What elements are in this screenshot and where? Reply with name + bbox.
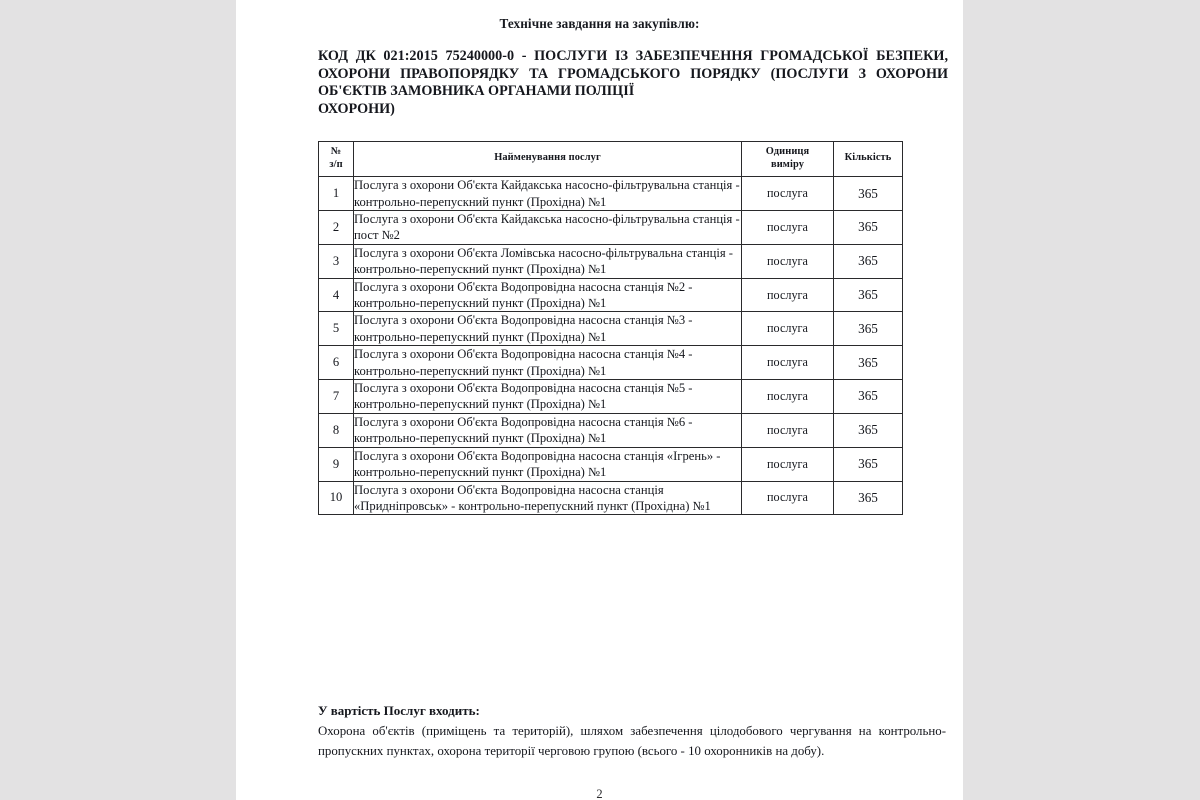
row-service-name: Послуга з охорони Об'єкта Водопровідна насосна станція «Ігрень» - контрольно-перепускний пункт (Прохідна) №1 bbox=[354, 447, 742, 481]
row-service-name: Послуга з охорони Об'єкта Водопровідна насосна станція №3 - контрольно-перепускний пункт (Прохідна) №1 bbox=[354, 312, 742, 346]
column-header-quantity: Кількість bbox=[834, 142, 903, 177]
row-quantity: 365 bbox=[834, 244, 903, 278]
row-unit: послуга bbox=[742, 177, 834, 211]
row-service-name: Послуга з охорони Об'єкта Водопровідна насосна станція №6 - контрольно-перепускний пункт (Прохідна) №1 bbox=[354, 413, 742, 447]
column-header-service-name: Найменування послуг bbox=[354, 142, 742, 177]
row-number: 3 bbox=[319, 244, 354, 278]
row-quantity: 365 bbox=[834, 346, 903, 380]
page-title: Технічне завдання на закупівлю: bbox=[499, 16, 700, 31]
row-service-name: Послуга з охорони Об'єкта Кайдакська насосно-фільтрувальна станція - пост №2 bbox=[354, 212, 740, 243]
column-header-number-line1: № bbox=[330, 146, 342, 157]
included-section-title: У вартість Послуг входить: bbox=[318, 703, 480, 718]
row-unit: послуга bbox=[742, 312, 834, 346]
column-header-number bbox=[319, 142, 354, 177]
services-table bbox=[318, 141, 903, 515]
included-section-body: Охорона об'єктів (приміщень та територій), шляхом забезпечення цілодобового чергування на контрольно-пропускних пунктах, охорона території черговою групою (всього - 10 охоронників на добу). bbox=[318, 724, 946, 758]
row-service-name: Послуга з охорони Об'єкта Водопровідна насосна станція №4 - контрольно-перепускний пункт (Прохідна) №1 bbox=[354, 346, 742, 380]
column-header-unit-line2: виміру bbox=[771, 158, 804, 170]
row-quantity: 365 bbox=[834, 211, 903, 245]
row-number: 4 bbox=[319, 278, 354, 312]
table-row bbox=[319, 312, 903, 346]
document-body bbox=[236, 0, 963, 800]
code-heading-line-4: ОХОРОНИ) bbox=[318, 100, 395, 117]
table-row bbox=[319, 413, 903, 447]
row-number: 10 bbox=[319, 481, 354, 515]
code-heading-line-2: БЕЗПЕКИ, ОХОРОНИ ПРАВОПОРЯДКУ ТА ГРОМАДСЬКОГО ПОРЯДКУ bbox=[318, 48, 949, 82]
column-header-unit-line1: Одиниця bbox=[765, 146, 810, 157]
row-number: 6 bbox=[319, 346, 354, 380]
code-heading-line-3: (ПОСЛУГИ З ОХОРОНИ ОБ'ЄКТІВ ЗАМОВНИКА ОРГАНАМИ ПОЛІЦІЇ bbox=[318, 65, 949, 99]
row-unit: послуга bbox=[742, 346, 834, 380]
column-header-number-line2: з/п bbox=[329, 158, 343, 170]
row-quantity: 365 bbox=[834, 177, 903, 211]
row-quantity: 365 bbox=[834, 481, 903, 515]
procurement-code-heading bbox=[318, 48, 948, 118]
table-header bbox=[319, 142, 903, 177]
table-body bbox=[319, 177, 903, 515]
page-number: 2 bbox=[596, 787, 603, 800]
row-service-name: Послуга з охорони Об'єкта Водопровідна насосна станція №5 - контрольно-перепускний пункт (Прохідна) №1 bbox=[354, 380, 742, 414]
row-service-name: Послуга з охорони Об'єкта Кайдакська насосно-фільтрувальна станція - контрольно-перепускний пункт (Прохідна) №1 bbox=[354, 178, 740, 209]
table-row bbox=[319, 211, 903, 245]
row-number: 2 bbox=[319, 211, 354, 245]
table-header-row bbox=[319, 142, 903, 177]
code-heading-line-1: КОД ДК 021:2015 75240000-0 - ПОСЛУГИ ІЗ ЗАБЕЗПЕЧЕННЯ ГРОМАДСЬКОЇ bbox=[318, 48, 869, 64]
table-row bbox=[319, 481, 903, 515]
row-quantity: 365 bbox=[834, 312, 903, 346]
row-unit: послуга bbox=[742, 380, 834, 414]
row-unit: послуга bbox=[742, 413, 834, 447]
table-row bbox=[319, 177, 903, 211]
row-number: 5 bbox=[319, 312, 354, 346]
row-quantity: 365 bbox=[834, 278, 903, 312]
table-row bbox=[319, 244, 903, 278]
table-row bbox=[319, 447, 903, 481]
row-quantity: 365 bbox=[834, 413, 903, 447]
table-row bbox=[319, 346, 903, 380]
row-number: 8 bbox=[319, 413, 354, 447]
table-row bbox=[319, 380, 903, 414]
row-quantity: 365 bbox=[834, 380, 903, 414]
row-unit: послуга bbox=[742, 447, 834, 481]
row-unit: послуга bbox=[742, 244, 834, 278]
table-row bbox=[319, 278, 903, 312]
row-unit: послуга bbox=[742, 211, 834, 245]
document-page bbox=[236, 0, 963, 800]
row-number: 1 bbox=[319, 177, 354, 211]
row-number: 7 bbox=[319, 380, 354, 414]
row-unit: послуга bbox=[742, 278, 834, 312]
row-service-name: Послуга з охорони Об'єкта Ломівська насосно-фільтрувальна станція - контрольно-перепускний пункт (Прохідна) №1 bbox=[354, 244, 742, 278]
row-unit: послуга bbox=[742, 481, 834, 515]
row-service-name: Послуга з охорони Об'єкта Водопровідна насосна станція «Придніпровськ» - контрольно-перепускний пункт (Прохідна) №1 bbox=[354, 481, 742, 515]
row-number: 9 bbox=[319, 447, 354, 481]
column-header-unit bbox=[742, 142, 834, 177]
row-service-name: Послуга з охорони Об'єкта Водопровідна насосна станція №2 - контрольно-перепускний пункт (Прохідна) №1 bbox=[354, 278, 742, 312]
row-quantity: 365 bbox=[834, 447, 903, 481]
